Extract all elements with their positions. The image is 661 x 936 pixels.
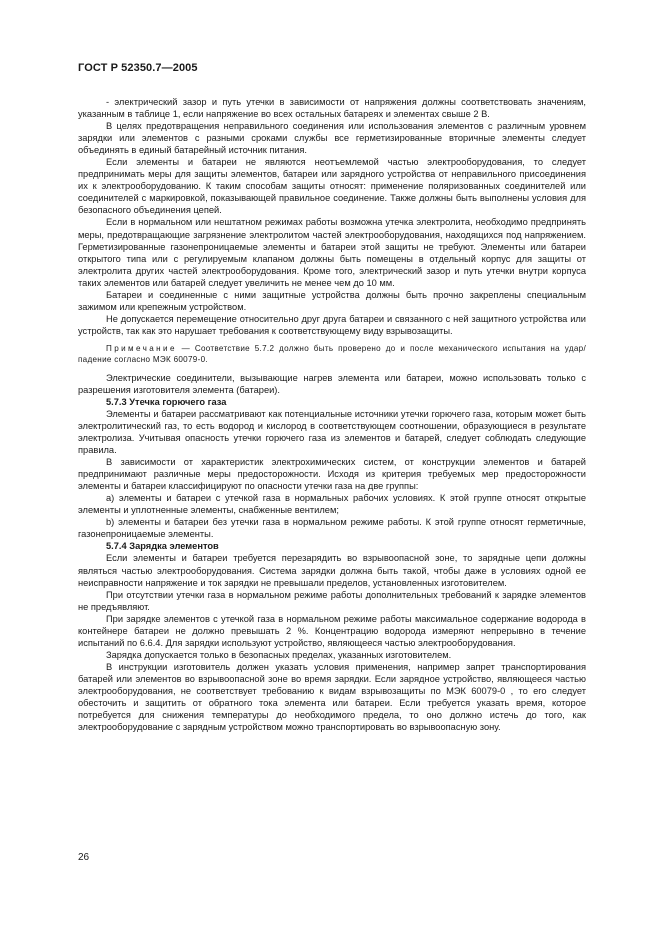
list-item-b: b) элементы и батареи без утечки газа в нормальном режиме работы. К этой группе относят герметичные, газонепроницаемые элементы. — [78, 517, 586, 540]
paragraph: Если элементы и батареи требуется перезарядить во взрывоопасной зоне, то зарядные цепи должны являться частью электрооборудования. Система зарядки должна быть такой, чтобы даже в условиях одной ее неисправности напряжение и ток зарядки не превышали пределов, установленных изготовителем. — [78, 553, 586, 588]
paragraph: Батареи и соединенные с ними защитные устройства должны быть прочно закреплены специальным зажимом или крепежным устройством. — [78, 289, 586, 312]
paragraph: Если элементы и батареи не являются неотъемлемой частью электрооборудования, то следует предпринимать меры для защиты элементов, батареи или зарядного устройства от неправильного присоединения их к электрооборудованию. К таким способам защиты относят: применение поляризованных соединителей или соединителей с маркировкой, показывающей правильное соединение. Также должны быть выполнены условия для безопасного объединения цепей. — [78, 157, 586, 216]
standard-code-header: ГОСТ Р 52350.7—2005 — [78, 62, 198, 74]
document-body — [78, 96, 586, 733]
paragraph: В целях предотвращения неправильного соединения или использования элементов с различным уровнем зарядки или элементов с разными сроками службы все герметизированные вторичные элементы следует объединять в единый батарейный источник питания. — [78, 121, 586, 156]
note-text: — Соответствие 5.7.2 должно быть проверено до и после механического испытания на удар/падение согласно МЭК 60079-0. — [78, 343, 586, 365]
list-item-a: а) элементы и батареи с утечкой газа в нормальных рабочих условиях. К этой группе относят открытые элементы и уплотненные элементы, снабженные вентилем; — [78, 493, 586, 516]
paragraph: Элементы и батареи рассматривают как потенциальные источники утечки горючего газа, которым может быть электролитический газ, то есть водород и кислород в соответствующем соотношении, образующиеся в результате электролиза. Учитывая опасность утечки горючего газа из элементов и батарей, следует соблюдать следующие правила. — [78, 408, 586, 456]
paragraph: Зарядка допускается только в безопасных пределах, указанных изготовителем. — [106, 649, 452, 660]
paragraph: - электрический зазор и путь утечки в зависимости от напряжения должны соответствовать значениям, указанным в таблице 1, если напряжение во всех остальных батареях и элементах свыше 2 В. — [78, 97, 586, 120]
paragraph: При зарядке элементов с утечкой газа в нормальном режиме работы максимальное содержание водорода в контейнере батареи не должно превышать 2 %. Концентрацию водорода измеряют непрерывно в течение испытаний по 6.6.4. Для зарядки используют устройство, являющееся частью электрооборудования. — [78, 613, 586, 648]
page-number: 26 — [78, 852, 90, 863]
paragraph: Электрические соединители, вызывающие нагрев элемента или батареи, можно использовать только с разрешения изготовителя элемента (батареи). — [78, 372, 586, 395]
note — [78, 343, 586, 366]
paragraph: В инструкции изготовитель должен указать условия применения, например запрет транспортирования батарей или элементов во взрывоопасной зоне во время зарядки. Если зарядное устройство, являющееся частью электрооборудования, не соответствует требованию к видам взрывозащиты по МЭК 60079-0 , то его следует обесточить и защитить от обратного тока элемента или батареи. Если требуется указать время, которое потребуется для снижения температуры до необходимого предела, то оно должно истечь до того, как электрооборудование с зарядным устройством можно транспортировать во взрывоопасную зону. — [78, 661, 586, 733]
section-heading-5-7-3: 5.7.3 Утечка горючего газа — [106, 396, 227, 407]
paragraph: При отсутствии утечки газа в нормальном режиме работы дополнительных требований к зарядке элементов не предъявляют. — [78, 589, 586, 612]
paragraph: Не допускается перемещение относительно друг друга батареи и связанного с ней защитного устройства или устройств, так как это нарушает требования к соответствующему виду взрывозащиты. — [78, 313, 586, 336]
paragraph: Если в нормальном или нештатном режимах работы возможна утечка электролита, необходимо предпринять меры, предотвращающие загрязнение электролитом частей электрооборудования, находящихся под напряжением. Герметизированные газонепроницаемые элементы и батареи этой защиты не требуют. Элементы или батареи открытого типа или с регулируемым клапаном должны быть помещены в отдельный корпус для защиты от электролита других частей электрооборудования. Кроме того, электрический зазор и путь утечки внутри корпуса таких элементов или батарей следует увеличить не менее чем до 10 мм. — [78, 217, 586, 288]
section-heading-5-7-4: 5.7.4 Зарядка элементов — [106, 541, 219, 552]
paragraph: В зависимости от характеристик электрохимических систем, от конструкции элементов и батарей предпринимают различные меры предосторожности. Исходя из критерия требуемых мер предосторожности элементы и батареи классифицируют по опасности утечки газа на две группы: — [78, 457, 586, 492]
note-label: Примечание — [106, 343, 177, 353]
